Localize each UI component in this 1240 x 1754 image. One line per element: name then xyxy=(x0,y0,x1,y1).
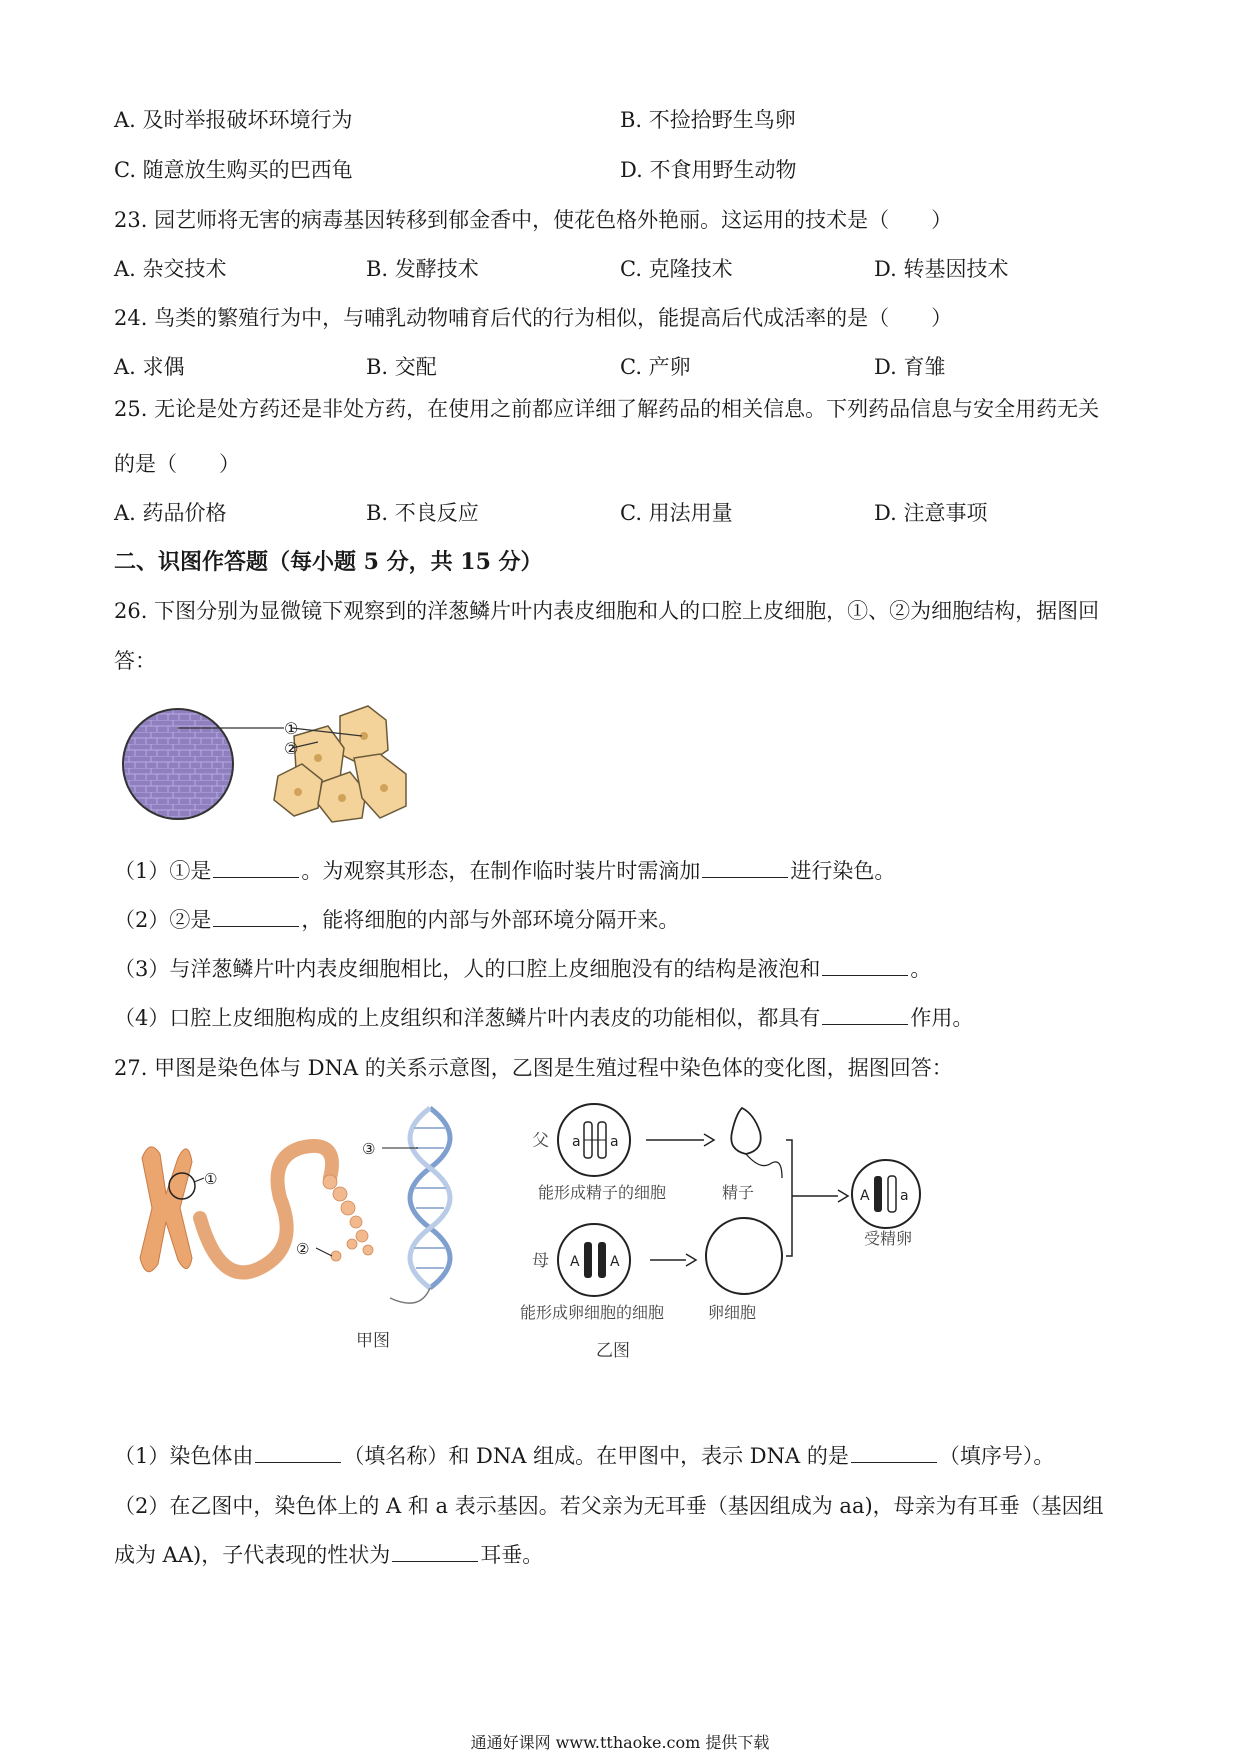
q26-label-1: ① xyxy=(284,719,299,738)
svg-text:a: a xyxy=(900,1188,909,1204)
chromatin-coil xyxy=(200,1146,332,1272)
q27-sub1: （1）染色体由 （填名称）和 DNA 组成。在甲图中，表示 DNA 的是 （填序号）。 xyxy=(114,1444,1055,1468)
q24-option-b: B. 交配 xyxy=(366,355,437,379)
q27-stem: 27. 甲图是染色体与 DNA 的关系示意图，乙图是生殖过程中染色体的变化图，据图回答： xyxy=(114,1056,953,1080)
svg-text:A: A xyxy=(610,1254,620,1270)
q26-sub1: （1）①是 。为观察其形态，在制作临时装片时需滴加 进行染色。 xyxy=(114,859,896,883)
q22-option-c: C. 随意放生购买的巴西龟 xyxy=(114,158,353,182)
q26-label-2: ② xyxy=(284,739,299,758)
q22-option-b: B. 不捡拾野生鸟卵 xyxy=(620,108,796,132)
answer-blank[interactable] xyxy=(213,906,299,927)
svg-text:A: A xyxy=(860,1188,870,1204)
q25-option-b: B. 不良反应 xyxy=(366,501,479,525)
svg-text:A: A xyxy=(570,1254,580,1270)
q25-option-c: C. 用法用量 xyxy=(620,501,733,525)
q26-sub2: （2）②是 ，能将细胞的内部与外部环境分隔开来。 xyxy=(114,908,680,932)
svg-text:a: a xyxy=(572,1134,581,1150)
q22-option-d: D. 不食用野生动物 xyxy=(620,158,797,182)
jia-label-2: ② xyxy=(296,1240,310,1258)
q25-option-d: D. 注意事项 xyxy=(874,501,988,525)
section-2-title: 二、识图作答题（每小题 5 分，共 15 分） xyxy=(114,549,543,575)
q27-sub2-line2: 成为 AA)，子代表现的性状为 耳垂。 xyxy=(114,1543,544,1567)
q27-figure-yi xyxy=(520,1094,940,1364)
q26-stem-line1: 26. 下图分别为显微镜下观察到的洋葱鳞片叶内表皮细胞和人的口腔上皮细胞，①、②为细胞结构，据图回 xyxy=(114,599,1100,623)
q25-option-a: A. 药品价格 xyxy=(114,501,227,525)
answer-blank[interactable] xyxy=(702,857,788,878)
q24-option-d: D. 育雏 xyxy=(874,355,946,379)
q25-stem-line2: 的是（ ） xyxy=(114,452,240,476)
answer-blank[interactable] xyxy=(392,1541,478,1562)
answer-blank[interactable] xyxy=(213,857,299,878)
jia-label-1: ① xyxy=(204,1170,218,1188)
q27-figure-jia xyxy=(130,1098,510,1348)
egg-label: 卵细胞 xyxy=(708,1303,757,1322)
father-cell-label: 能形成精子的细胞 xyxy=(538,1183,667,1202)
mother-cell-label: 能形成卵细胞的细胞 xyxy=(520,1303,665,1322)
q25-stem-line1: 25. 无论是处方药还是非处方药，在使用之前都应详细了解药品的相关信息。下列药品信息与安全用药无关 xyxy=(114,397,1100,421)
father-label: 父 xyxy=(532,1131,549,1151)
answer-blank[interactable] xyxy=(822,955,908,976)
onion-epidermis-cells xyxy=(123,709,233,819)
q27-sub2-line1: （2）在乙图中，染色体上的 A 和 a 表示基因。若父亲为无耳垂（基因组成为 aa)，母亲为有耳垂（基因组 xyxy=(114,1494,1104,1518)
answer-blank[interactable] xyxy=(255,1442,341,1463)
chromosome xyxy=(140,1147,192,1272)
q23-option-d: D. 转基因技术 xyxy=(874,257,1009,281)
q23-option-a: A. 杂交技术 xyxy=(114,257,227,281)
q26-cell-figure xyxy=(118,696,438,830)
dna-double-helix xyxy=(410,1108,450,1288)
jia-caption: 甲图 xyxy=(356,1331,390,1348)
zygote-label: 受精卵 xyxy=(864,1229,913,1248)
q23-stem: 23. 园艺师将无害的病毒基因转移到郁金香中，使花色格外艳丽。这运用的技术是（ ） xyxy=(114,208,953,232)
sperm-icon xyxy=(731,1108,760,1154)
q24-option-a: A. 求偶 xyxy=(114,355,185,379)
q26-stem-line2: 答： xyxy=(114,649,156,673)
q26-sub4: （4）口腔上皮细胞构成的上皮组织和洋葱鳞片叶内表皮的功能相似，都具有 作用。 xyxy=(114,1006,974,1030)
page-footer: 通通好课网 www.tthaoke.com 提供下载 xyxy=(470,1733,770,1752)
egg-cell xyxy=(706,1218,782,1294)
answer-blank[interactable] xyxy=(851,1442,937,1463)
q24-stem: 24. 鸟类的繁殖行为中，与哺乳动物哺育后代的行为相似，能提高后代成活率的是（ ） xyxy=(114,306,953,330)
q24-option-c: C. 产卵 xyxy=(620,355,691,379)
q26-sub3: （3）与洋葱鳞片叶内表皮细胞相比，人的口腔上皮细胞没有的结构是液泡和 。 xyxy=(114,957,932,981)
mother-label: 母 xyxy=(532,1251,549,1271)
sperm-label: 精子 xyxy=(722,1183,755,1202)
svg-text:a: a xyxy=(610,1134,619,1150)
yi-caption: 乙图 xyxy=(596,1341,630,1361)
q22-option-a: A. 及时举报破坏环境行为 xyxy=(114,108,353,132)
answer-blank[interactable] xyxy=(822,1004,908,1025)
q23-option-c: C. 克隆技术 xyxy=(620,257,733,281)
q23-option-b: B. 发酵技术 xyxy=(366,257,479,281)
jia-label-3: ③ xyxy=(362,1140,376,1158)
